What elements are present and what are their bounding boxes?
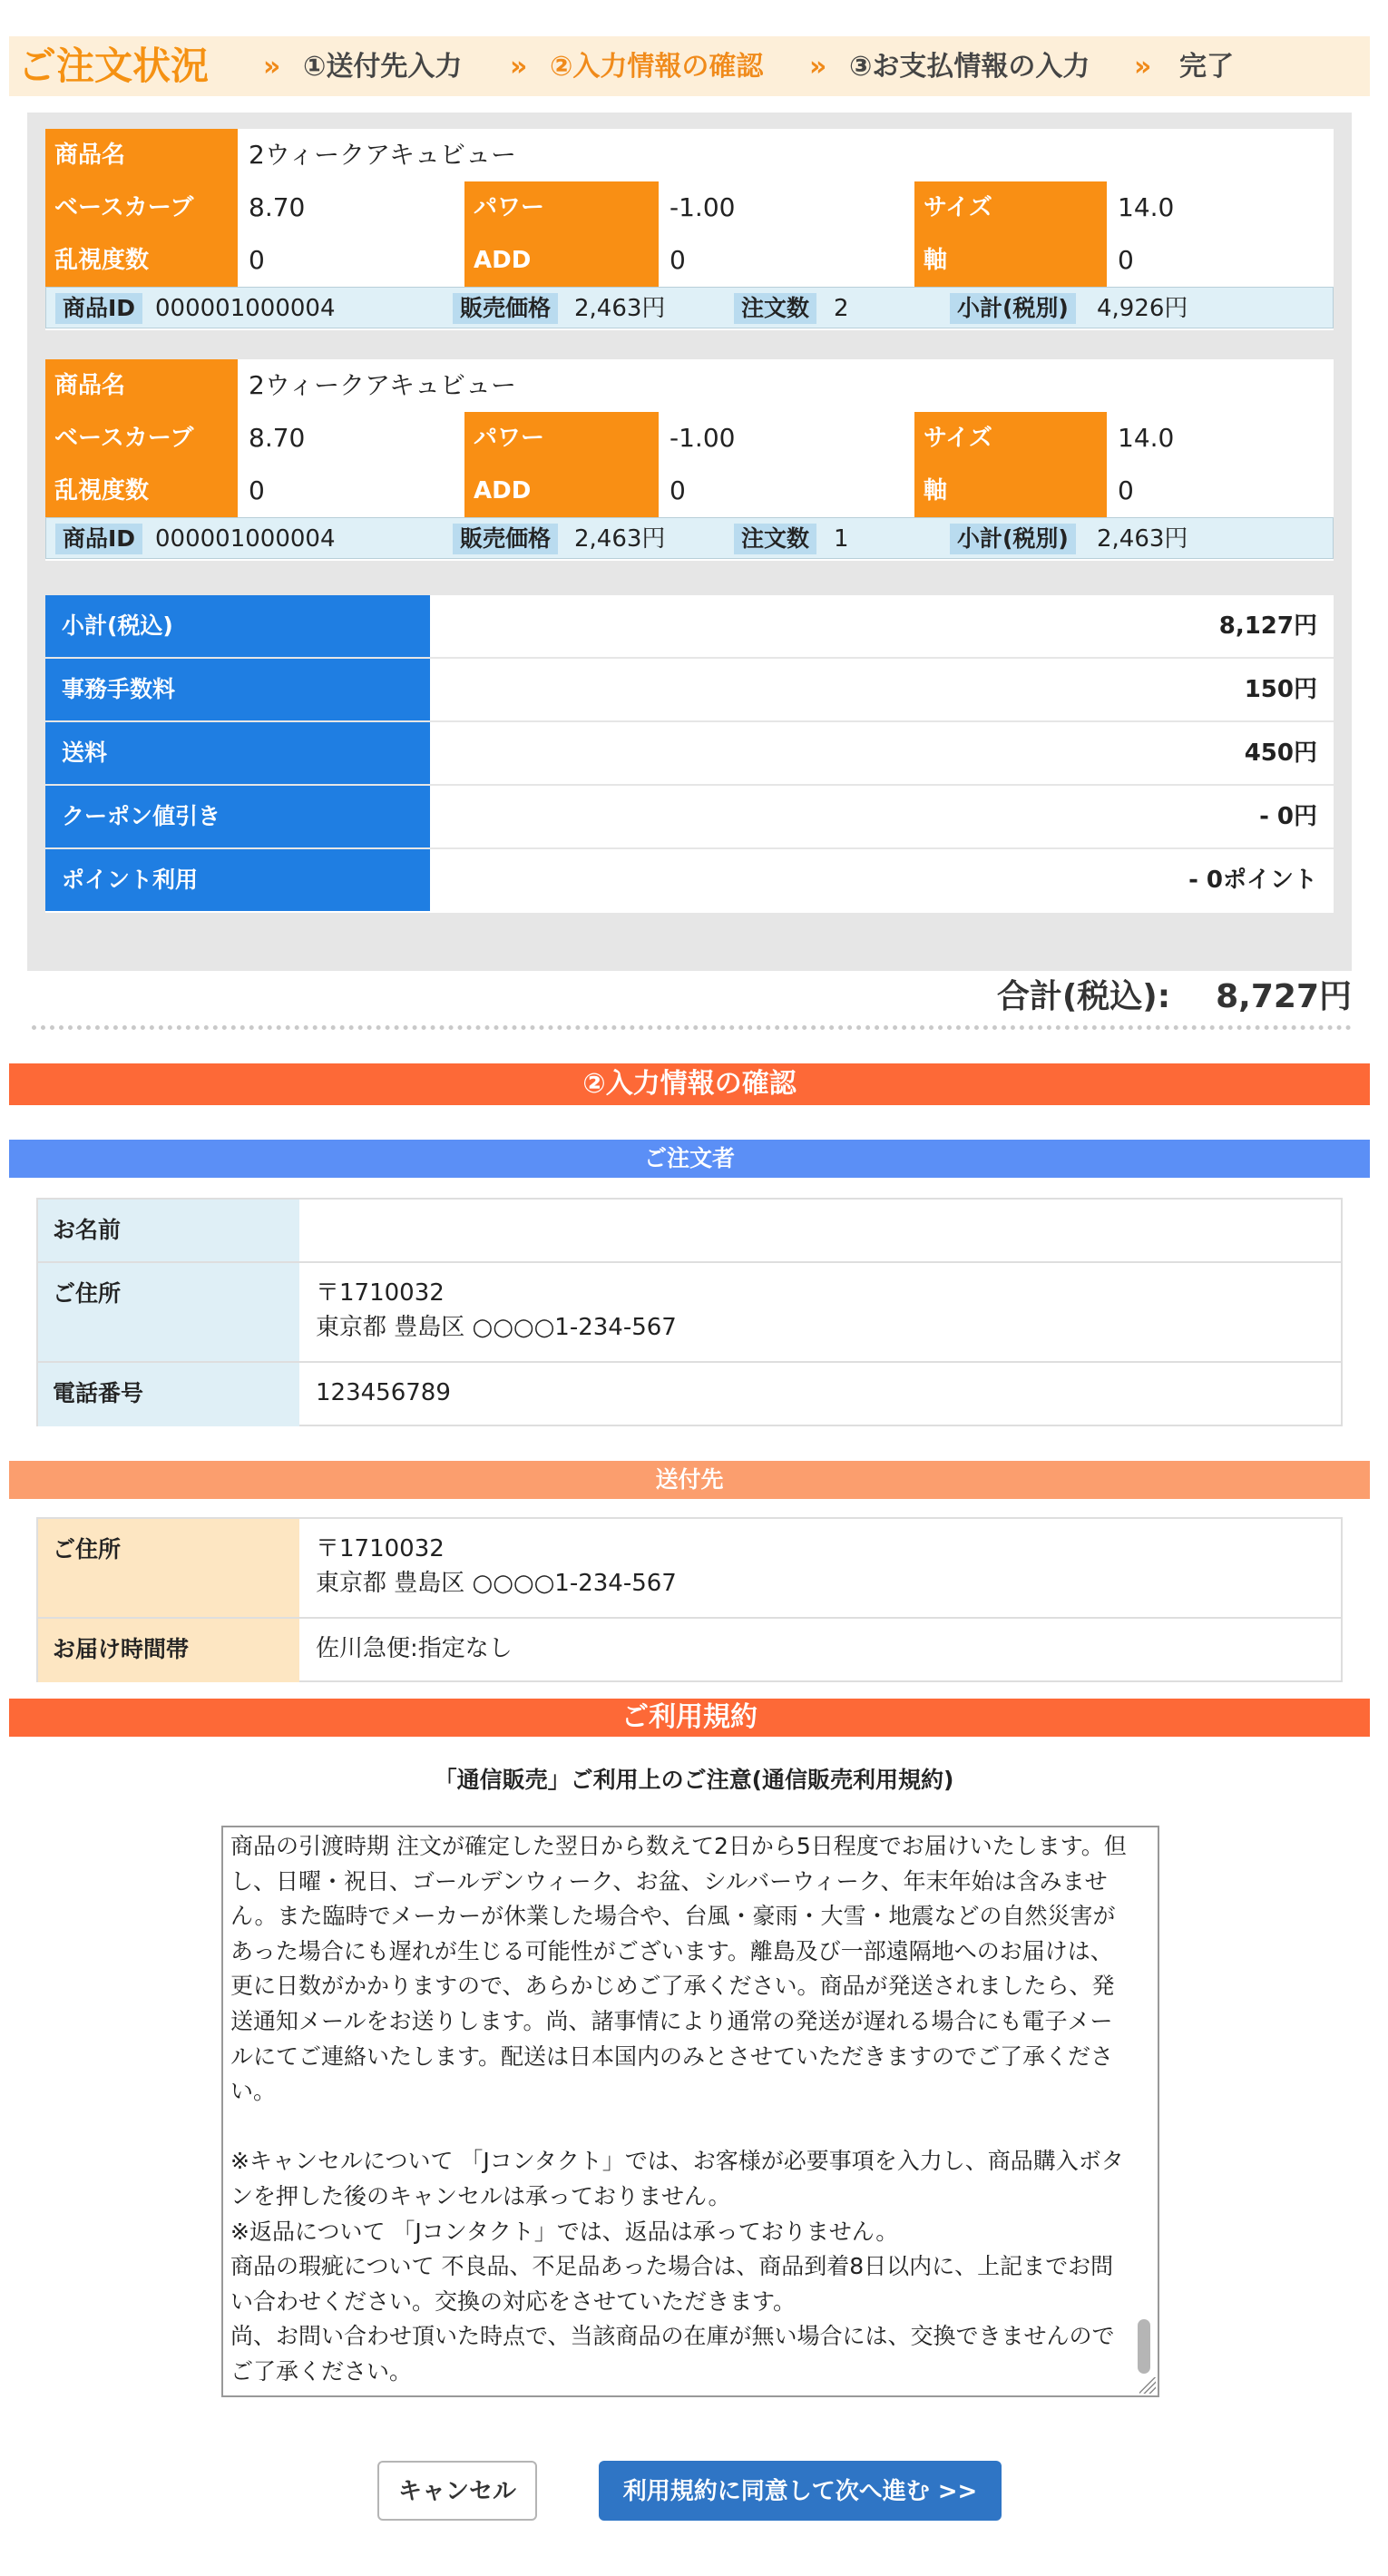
product-name-row xyxy=(45,359,1334,412)
power-value: -1.00 xyxy=(670,192,736,222)
product-name-row xyxy=(45,129,1334,181)
product-item xyxy=(45,129,1334,330)
total-label: 合計(税込): xyxy=(996,978,1171,1015)
product-id-value: 000001000004 xyxy=(155,295,336,322)
dotted-divider xyxy=(32,1025,1352,1030)
product-id-value: 000001000004 xyxy=(155,525,336,553)
axis-value: 0 xyxy=(1118,475,1134,505)
quantity-label: 注文数 xyxy=(734,524,816,554)
power-value: -1.00 xyxy=(670,423,736,453)
agree-and-next-button[interactable]: 利用規約に同意して次へ進む >> xyxy=(599,2461,1002,2521)
product-spec-row xyxy=(45,465,1334,517)
destination-table xyxy=(36,1517,1343,1682)
terms-textarea[interactable] xyxy=(221,1826,1159,2397)
astigmatism-label: 乱視度数 xyxy=(45,465,238,517)
summary-label: 小計(税込) xyxy=(45,595,430,657)
phone-label: 電話番号 xyxy=(38,1363,299,1426)
summary-label: 送料 xyxy=(45,722,430,784)
step-4-complete: 完了 xyxy=(1179,51,1234,83)
orderer-section-title: ご注文者 xyxy=(9,1140,1370,1178)
order-total xyxy=(997,969,1352,1025)
size-label: サイズ xyxy=(914,412,1107,465)
order-summary-table xyxy=(45,595,1334,913)
confirm-section-title: ②入力情報の確認 xyxy=(9,1063,1370,1105)
size-value: 14.0 xyxy=(1118,192,1175,222)
subtotal-label: 小計(税別) xyxy=(950,293,1076,324)
terms-scrollbar[interactable] xyxy=(1134,1831,1154,2394)
base-curve-value: 8.70 xyxy=(249,192,306,222)
summary-row-subtotal xyxy=(45,595,1334,659)
product-spec-row xyxy=(45,234,1334,287)
summary-value: - 0ポイント xyxy=(1188,867,1317,894)
size-value: 14.0 xyxy=(1118,423,1175,453)
product-name-label: 商品名 xyxy=(45,359,238,412)
orderer-table xyxy=(36,1198,1343,1426)
cancel-button[interactable]: キャンセル xyxy=(377,2461,537,2521)
destination-address-row xyxy=(38,1519,1341,1619)
product-name-label: 商品名 xyxy=(45,129,238,181)
quantity-value: 2 xyxy=(834,295,849,322)
address-label: ご住所 xyxy=(38,1263,299,1361)
subtotal-value: 4,926円 xyxy=(1097,295,1188,322)
quantity-value: 1 xyxy=(834,525,849,553)
phone-value: 123456789 xyxy=(316,1379,451,1406)
summary-value: 8,127円 xyxy=(1218,612,1317,640)
orderer-name-row xyxy=(38,1200,1341,1263)
astigmatism-value: 0 xyxy=(249,245,265,275)
summary-label: 事務手数料 xyxy=(45,659,430,720)
orderer-phone-row xyxy=(38,1363,1341,1426)
product-info-row xyxy=(45,517,1334,559)
summary-value: 150円 xyxy=(1244,676,1317,703)
postal-code: 〒1710032 xyxy=(316,1279,445,1307)
cart-area xyxy=(27,113,1352,971)
power-label: パワー xyxy=(464,181,659,234)
scrollbar-thumb[interactable] xyxy=(1138,2319,1150,2374)
product-name-value: 2ウィークアキュビュー xyxy=(249,140,517,170)
price-value: 2,463円 xyxy=(574,525,666,553)
add-value: 0 xyxy=(670,245,686,275)
address-label: ご住所 xyxy=(38,1519,299,1617)
astigmatism-value: 0 xyxy=(249,475,265,505)
delivery-time-value: 佐川急便:指定なし xyxy=(316,1635,513,1662)
summary-row-handling-fee xyxy=(45,659,1334,722)
delivery-time-row xyxy=(38,1619,1341,1682)
delivery-time-label: お届け時間帯 xyxy=(38,1619,299,1682)
orderer-address-row xyxy=(38,1263,1341,1363)
subtotal-label: 小計(税別) xyxy=(950,524,1076,554)
page-title: ご注文状況 xyxy=(18,44,210,88)
destination-section-title: 送付先 xyxy=(9,1461,1370,1499)
price-label: 販売価格 xyxy=(453,524,558,554)
astigmatism-label: 乱視度数 xyxy=(45,234,238,287)
product-item xyxy=(45,359,1334,561)
step-separator: » xyxy=(263,51,281,83)
name-label: お名前 xyxy=(38,1200,299,1261)
postal-code: 〒1710032 xyxy=(316,1535,445,1562)
step-2-confirm-input: ②入力情報の確認 xyxy=(550,51,764,83)
step-separator: » xyxy=(510,51,528,83)
summary-row-points xyxy=(45,849,1334,913)
add-label: ADD xyxy=(464,465,659,517)
terms-section-title: ご利用規約 xyxy=(9,1699,1370,1737)
step-3-payment-input: ③お支払情報の入力 xyxy=(849,51,1090,83)
product-id-label: 商品ID xyxy=(55,524,142,554)
summary-row-coupon xyxy=(45,786,1334,849)
summary-label: クーポン値引き xyxy=(45,786,430,847)
total-value: 8,727円 xyxy=(1216,978,1352,1015)
price-value: 2,463円 xyxy=(574,295,666,322)
axis-label: 軸 xyxy=(914,465,1107,517)
step-separator: » xyxy=(809,51,827,83)
address-value xyxy=(316,1276,677,1345)
summary-value: 450円 xyxy=(1244,739,1317,767)
summary-row-shipping xyxy=(45,722,1334,786)
base-curve-label: ベースカーブ xyxy=(45,412,238,465)
step-1-shipping-input: ①送付先入力 xyxy=(303,51,463,83)
address-line: 東京都 豊島区 ○○○○1-234-567 xyxy=(316,1570,677,1597)
product-id-label: 商品ID xyxy=(55,293,142,324)
product-spec-row xyxy=(45,181,1334,234)
terms-text: 商品の引渡時期 注文が確定した翌日から数えて2日から5日程度でお届けいたします。但し、日曜・祝日、ゴールデンウィーク、お盆、シルバーウィーク、年末年始は含みません。また臨時でメーカーが休業した場合や、台風・豪雨・大雪・地震などの自然災害があった場合にも遅れが生じる可能性がございます。離島及び一部遠隔地へのお届けは、更に日数がかかりますので、あらかじめご了承ください。商品が発送されましたら、発送通知メールをお送りします。尚、諸事情により通常の発送が遅れる場合にも電子メールにてご連絡いたします。配送は日本国内のみとさせていただきますのでご了承ください。 ※キャンセルについて 「Jコンタクト」では、お客様が必要事項を入力し、商品購入ボタンを押した後のキャンセルは承っておりません。 ※返品について 「Jコンタクト」では、返品は承っておりません。 商品の瑕疵について 不良品、不足品あった場合は、商品到着8日以内に、上記までお問い合わせください。交換の対応をさせていただきます。 尚、お問い合わせ頂いた時点で、当該商品の在庫が無い場合には、交換できませんのでご了承ください。 xyxy=(230,1833,1127,2385)
address-line: 東京都 豊島区 ○○○○1-234-567 xyxy=(316,1314,677,1341)
add-label: ADD xyxy=(464,234,659,287)
summary-value: - 0円 xyxy=(1259,803,1317,830)
step-separator: » xyxy=(1134,51,1152,83)
axis-label: 軸 xyxy=(914,234,1107,287)
product-info-row xyxy=(45,287,1334,328)
power-label: パワー xyxy=(464,412,659,465)
base-curve-value: 8.70 xyxy=(249,423,306,453)
add-value: 0 xyxy=(670,475,686,505)
price-label: 販売価格 xyxy=(453,293,558,324)
size-label: サイズ xyxy=(914,181,1107,234)
product-spec-row xyxy=(45,412,1334,465)
subtotal-value: 2,463円 xyxy=(1097,525,1188,553)
summary-label: ポイント利用 xyxy=(45,849,430,911)
terms-heading: 「通信販売」ご利用上のご注意(通信販売利用規約) xyxy=(434,1767,954,1793)
order-status-header xyxy=(9,36,1370,96)
axis-value: 0 xyxy=(1118,245,1134,275)
resize-grip-icon[interactable] xyxy=(1139,2377,1156,2394)
quantity-label: 注文数 xyxy=(734,293,816,324)
product-name-value: 2ウィークアキュビュー xyxy=(249,370,517,400)
address-value xyxy=(316,1532,677,1601)
base-curve-label: ベースカーブ xyxy=(45,181,238,234)
